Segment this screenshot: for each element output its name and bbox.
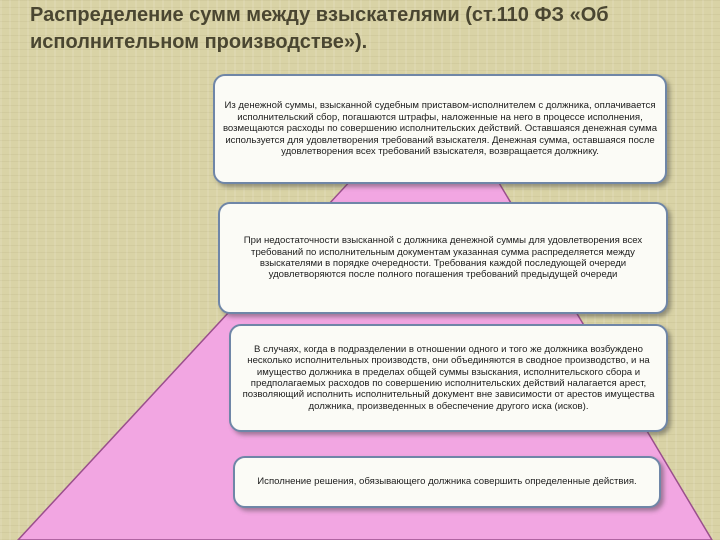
pyramid-level-1-box — [213, 74, 667, 184]
pyramid-level-1-text: Из денежной суммы, взысканной судебным приставом-исполнителем с должника, оплачивается исполнительский сбор, погашаются штрафы, наложенные на него в процессе исполнения, возмещаются расходы по совершению исполнительских действий. Оставшаяся денежная сумма используется для удовлетворения требований взыскателя. Денежная сумма, оставшаяся после удовлетворения всех требований взыскателя, возвращается должнику. — [222, 100, 658, 158]
pyramid-level-4-text: Исполнение решения, обязывающего должника совершить определенные действия. — [257, 476, 637, 488]
pyramid-level-3-box — [229, 324, 668, 432]
pyramid-level-4-box — [233, 456, 661, 508]
pyramid-level-2-text: При недостаточности взысканной с должника денежной суммы для удовлетворения всех требований по исполнительным документам указанная сумма распределяется между взыскателями в порядке очередности. Требования каждой последующей очереди удовлетворяются после полного погашения требований предыдущей очереди — [243, 235, 643, 281]
pyramid-level-3-text: В случаях, когда в подразделении в отношении одного и того же должника возбуждено несколько исполнительных производств, они объединяются в сводное производство, и на имущество должника в пределах общей суммы взыскания, исполнительского сбора и предполагаемых расходов по совершению исполнительских действий налагается арест, позволяющий исполнить исполнительный документ вне зависимости от арестов имущества должника, произведенных в обеспечение другого иска (исков). — [242, 343, 655, 412]
slide-title: Распределение сумм между взыскателями (ст.110 ФЗ «Об исполнительном производстве»). — [30, 4, 609, 53]
pyramid-level-2-box — [218, 202, 668, 314]
